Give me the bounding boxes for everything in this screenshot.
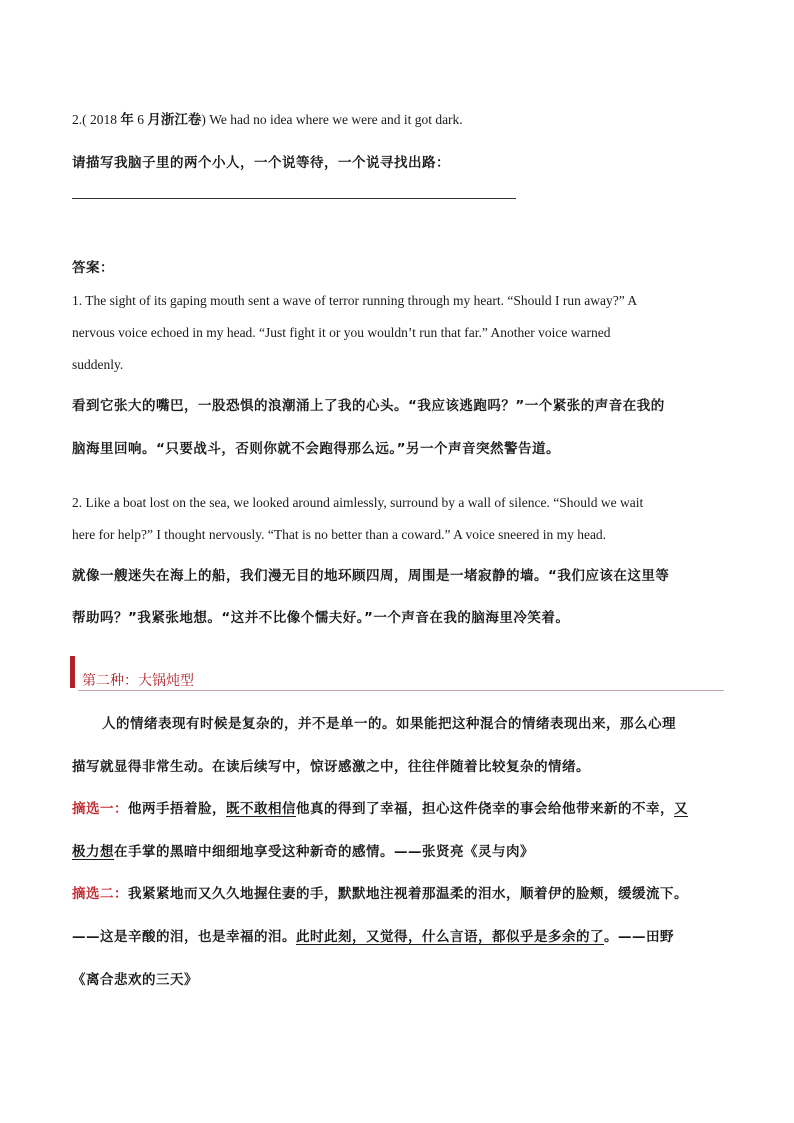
question-month: 6 (133, 112, 148, 127)
question-prefix: 2.( 2018 (72, 112, 121, 127)
answer-1-zh-line-2: 脑海里回响。“只要战斗，否则你就不会跑得那么远。”另一个声音突然警告道。 (72, 441, 560, 457)
question-source: 月浙江卷 (147, 112, 202, 128)
question-line (72, 108, 463, 128)
excerpt-1-line-2 (72, 840, 534, 860)
answer-2-en-line-2: here for help?” I thought nervously. “That is no better than a coward.” A voice sneered in my head. (72, 527, 607, 542)
excerpt-1-text-c: 在手掌的黑暗中细细地享受这种新奇的感情。——张贤亮《灵与肉》 (114, 844, 534, 860)
excerpt-1-text-b: 他真的得到了幸福，担心这件侥幸的事会给他带来新的不幸， (296, 801, 674, 817)
answer-1-en-line-3: suddenly. (72, 357, 124, 372)
answer-label: 答案： (72, 260, 114, 276)
excerpt-1-line-1 (72, 797, 688, 817)
excerpt-2-line-2 (72, 925, 674, 945)
answer-1-zh-line-1: 看到它张大的嘴巴，一股恐惧的浪潮涌上了我的心头。“我应该逃跑吗？”一个紧张的声音在我的 (72, 398, 665, 414)
section-intro-line-1: 人的情绪表现有时候是复杂的，并不是单一的。如果能把这种混合的情绪表现出来，那么心理 (102, 716, 676, 732)
answer-1-en-line-2: nervous voice echoed in my head. “Just fight it or you wouldn’t run that far.” Another voice warned (72, 325, 611, 340)
section-title: 第二种：大锅炖型 (82, 673, 194, 689)
excerpt-1-label: 摘选一： (72, 801, 128, 817)
excerpt-2-line-1 (72, 882, 688, 902)
excerpt-2-underline-a: 此时此刻，又觉得，什么言语，都似乎是多余的了 (296, 929, 604, 945)
excerpt-1-underline-c: 极力想 (72, 844, 114, 860)
answer-2-zh-line-1: 就像一艘迷失在海上的船，我们漫无目的地环顾四周，周围是一堵寂静的墙。“我们应该在这里等 (72, 568, 670, 584)
section-accent-bar (70, 656, 75, 688)
excerpt-1-text-a: 他两手捂着脸， (128, 801, 226, 817)
excerpt-1-underline-b: 又 (674, 801, 688, 817)
question-instruction: 请描写我脑子里的两个小人，一个说等待，一个说寻找出路： (72, 155, 450, 171)
excerpt-2-text-b: ——这是辛酸的泪，也是幸福的泪。 (72, 929, 296, 945)
question-sentence: ) We had no idea where we were and it got dark. (201, 112, 463, 127)
excerpt-2-label: 摘选二： (72, 886, 128, 902)
section-intro-line-2: 描写就显得非常生动。在读后续写中，惊讶感激之中，往往伴随着比较复杂的情绪。 (72, 759, 590, 775)
answer-blank-line (72, 198, 516, 199)
question-year-char: 年 (120, 112, 134, 128)
answer-2-zh-line-2: 帮助吗？”我紧张地想。“这并不比像个懦夫好。”一个声音在我的脑海里冷笑着。 (72, 610, 570, 626)
excerpt-2-line-3: 《离合悲欢的三天》 (72, 972, 198, 988)
answer-2-en-line-1: 2. Like a boat lost on the sea, we looked around aimlessly, surround by a wall of silence. “Should we wait (72, 495, 644, 510)
excerpt-1-underline-a: 既不敢相信 (226, 801, 296, 817)
excerpt-2-text-c: 。——田野 (604, 929, 674, 945)
section-divider (78, 690, 724, 691)
answer-1-en-line-1: 1. The sight of its gaping mouth sent a wave of terror running through my heart. “Should I run away?” A (72, 293, 638, 308)
excerpt-2-text-a: 我紧紧地而又久久地握住妻的手，默默地注视着那温柔的泪水，顺着伊的脸颊，缓缓流下。 (128, 886, 688, 902)
